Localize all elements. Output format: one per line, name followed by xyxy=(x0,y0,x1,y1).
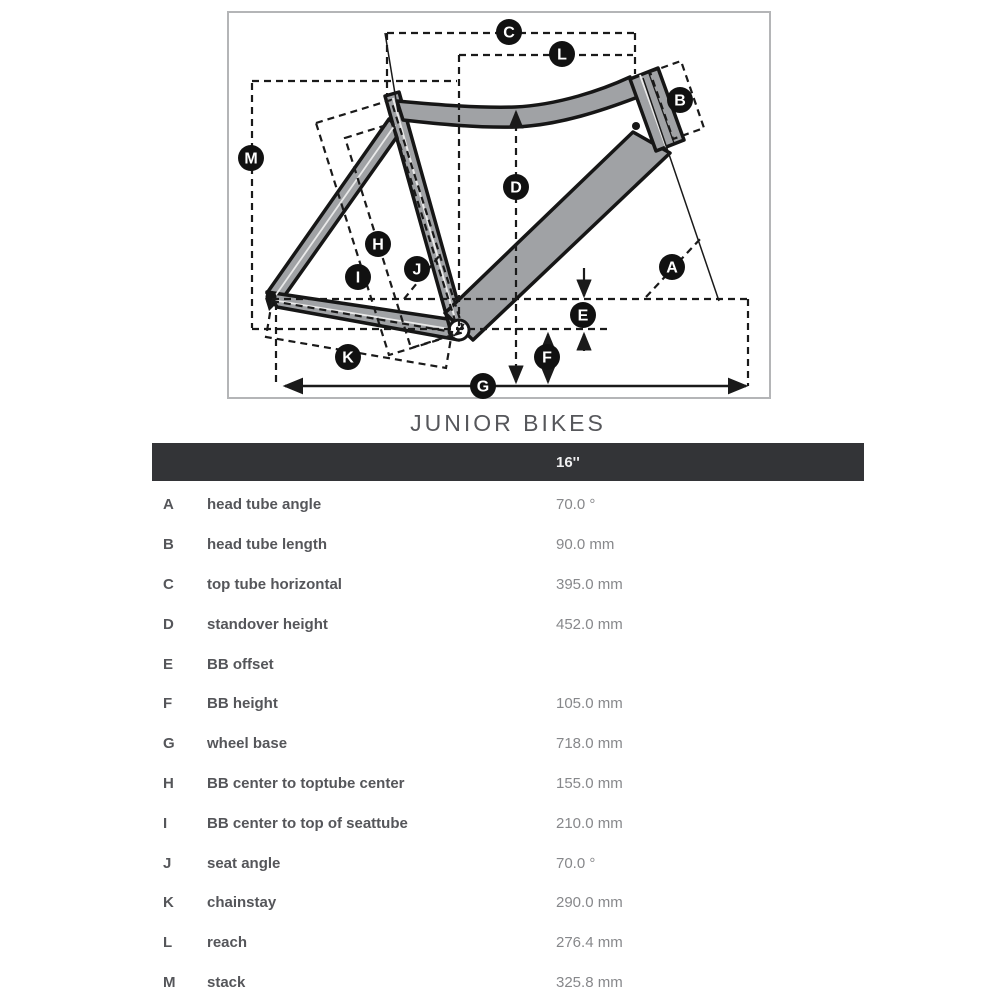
row-label: chainstay xyxy=(207,894,277,912)
svg-text:J: J xyxy=(412,261,422,279)
row-value: 290.0 mm xyxy=(556,894,623,912)
row-value: 90.0 mm xyxy=(556,536,615,554)
row-letter: A xyxy=(163,496,174,514)
svg-text:K: K xyxy=(342,349,354,367)
row-value: 395.0 mm xyxy=(556,575,623,593)
svg-text:I: I xyxy=(355,269,361,287)
row-letter: C xyxy=(163,575,174,593)
table-row xyxy=(152,604,864,644)
row-value: 452.0 mm xyxy=(556,615,623,633)
table-header-row xyxy=(152,443,864,481)
marker-g xyxy=(470,373,496,399)
svg-text:A: A xyxy=(666,259,678,277)
row-value: 70.0 ° xyxy=(556,854,596,872)
table-row xyxy=(152,843,864,883)
table-row xyxy=(152,485,864,525)
row-letter: I xyxy=(163,814,168,832)
row-value: 325.8 mm xyxy=(556,973,623,991)
down-tube xyxy=(445,132,670,340)
bike-geometry-diagram xyxy=(0,0,1000,410)
row-label: stack xyxy=(207,973,246,991)
row-value: 276.4 mm xyxy=(556,934,623,952)
row-label: BB center to top of seattube xyxy=(207,814,408,832)
row-letter: F xyxy=(163,695,173,713)
table-row xyxy=(152,565,864,605)
marker-h xyxy=(365,231,391,257)
table-row xyxy=(152,883,864,923)
row-letter: H xyxy=(163,774,174,792)
table-title: JUNIOR BIKES xyxy=(410,410,606,436)
row-value: 210.0 mm xyxy=(556,814,623,832)
table-row xyxy=(152,684,864,724)
row-label: head tube angle xyxy=(207,496,322,514)
svg-text:L: L xyxy=(557,46,567,64)
row-value: 105.0 mm xyxy=(556,695,623,713)
row-letter: J xyxy=(163,854,172,872)
row-label: seat angle xyxy=(207,854,281,872)
row-letter: B xyxy=(163,536,174,554)
marker-k xyxy=(335,344,361,370)
row-letter: L xyxy=(163,934,173,952)
row-letter: K xyxy=(163,894,174,912)
size-column-header: 16'' xyxy=(556,453,580,471)
svg-text:D: D xyxy=(510,179,522,197)
row-label: top tube horizontal xyxy=(207,575,342,593)
svg-text:B: B xyxy=(674,92,686,110)
svg-text:G: G xyxy=(476,378,490,396)
marker-i xyxy=(345,264,371,290)
table-row xyxy=(152,724,864,764)
row-value: 155.0 mm xyxy=(556,774,623,792)
row-label: reach xyxy=(207,934,248,952)
table-row xyxy=(152,644,864,684)
svg-text:M: M xyxy=(244,150,258,168)
marker-a xyxy=(659,254,685,280)
row-letter: E xyxy=(163,655,174,673)
marker-c xyxy=(496,19,522,45)
top-tube xyxy=(397,77,638,127)
table-rows xyxy=(152,485,864,1000)
table-row xyxy=(152,963,864,1000)
table-row xyxy=(152,764,864,804)
row-label: head tube length xyxy=(207,536,327,554)
row-letter: M xyxy=(163,973,176,991)
row-label: wheel base xyxy=(207,735,288,753)
row-label: BB height xyxy=(207,695,278,713)
row-value: 70.0 ° xyxy=(556,496,596,514)
svg-text:H: H xyxy=(372,236,384,254)
marker-m xyxy=(238,145,264,171)
row-letter: D xyxy=(163,615,174,633)
row-label: BB offset xyxy=(207,655,274,673)
row-letter: G xyxy=(163,735,175,753)
marker-d xyxy=(503,174,529,200)
table-row xyxy=(152,525,864,565)
svg-text:E: E xyxy=(577,307,589,325)
marker-l xyxy=(549,41,575,67)
marker-j xyxy=(404,256,430,282)
table-row xyxy=(152,803,864,843)
marker-e xyxy=(570,302,596,328)
geometry-table xyxy=(152,443,864,1000)
table-row xyxy=(152,923,864,963)
svg-text:F: F xyxy=(542,349,552,367)
marker-b xyxy=(667,87,693,113)
diagram-border xyxy=(228,12,770,398)
svg-text:C: C xyxy=(503,24,515,42)
row-value: 718.0 mm xyxy=(556,735,623,753)
marker-f xyxy=(534,344,560,370)
row-label: standover height xyxy=(207,615,328,633)
row-label: BB center to toptube center xyxy=(207,774,405,792)
frame-dot xyxy=(632,122,640,130)
